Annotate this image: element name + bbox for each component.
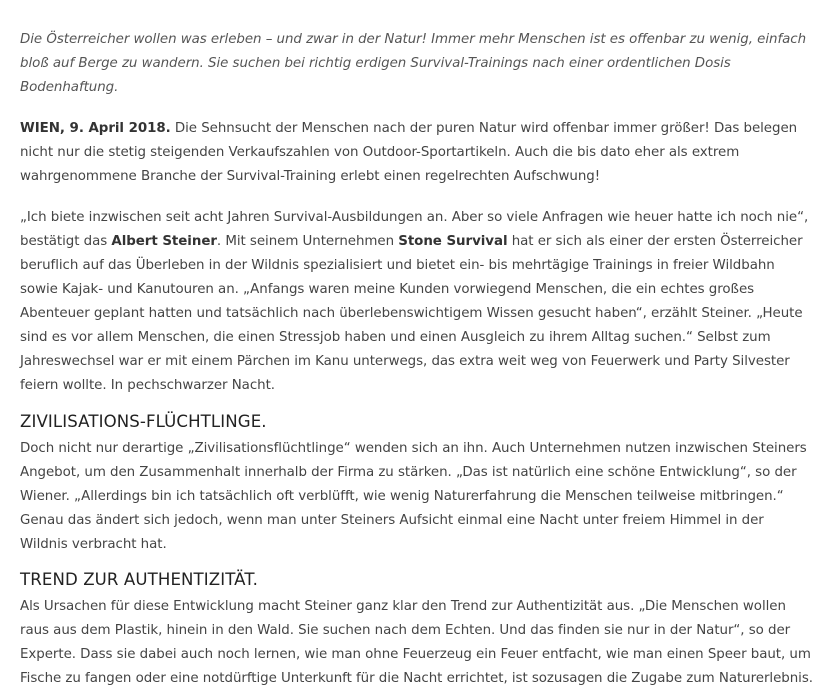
quote-text-part3: hat er sich als einer der ersten Österreicher beruflich auf das Überleben in der Wildnis spezialisiert und bietet ein- bis mehrtägige Trainings in freier Wildbahn sowie Kajak- und Kanutouren an. „Anfangs waren meine Kunden vorwiegend Menschen, die ein echtes großes Abenteuer geplant hatten und tatsächlich nach überlebenswichtigem Wissen gesucht haben“, erzählt Steiner. „Heute sind es vor allem Menschen, die einen Stressjob haben und einen Ausgleich zu ihrem Alltag suchen.“ Selbst zum Jahreswechsel war er mit einem Pärchen im Kanu unterwegs, das extra weit weg von Feuerwerk und Party Silvester feiern wollte. In pechschwarzer Nacht. (20, 234, 803, 393)
person-name: Albert Steiner (111, 234, 217, 249)
article-paragraph-trend: Als Ursachen für diese Entwicklung macht Steiner ganz klar den Trend zur Authentizität aus. „Die Menschen wollen raus aus dem Plastik, hinein in den Wald. Sie suchen nach dem Echten. Und das finden sie nur in der Natur“, so der Experte. Dass sie dabei auch noch lernen, wie man ohne Feuerzeug ein Feuer entfacht, wie man einen Speer baut, um Fische zu fangen oder eine notdürftige Unterkunft für die Nacht errichtet, ist sozusagen die Zugabe zum Naturerlebnis. (20, 599, 813, 686)
article-paragraph-intro (20, 117, 814, 189)
article-intro-text: Die Sehnsucht der Menschen nach der puren Natur wird offenbar immer größer! Das belegen nicht nur die stetig steigenden Verkaufszahlen von Outdoor-Sportartikeln. Auch die bis dato eher als extrem wahrgenommene Branche der Survival-Training erlebt einen regelrechten Aufschwung! (20, 121, 798, 184)
quote-text-part2: . Mit seinem Unternehmen (216, 234, 399, 249)
section-heading-trend: TREND ZUR AUTHENTIZITÄT. (20, 570, 258, 589)
section-heading-zivilisation: ZIVILISATIONS-FLÜCHTLINGE. (20, 412, 267, 431)
article-lead: Die Österreicher wollen was erleben – und zwar in der Natur! Immer mehr Menschen ist es offenbar zu wenig, einfach bloß auf Berge zu wandern. Sie suchen bei richtig erdigen Survival-Trainings nach einer ordentlichen Dosis Bodenhaftung. (20, 32, 807, 95)
company-name: Stone Survival (398, 234, 508, 249)
quote-text-part1: „Ich biete inzwischen seit acht Jahren Survival-Ausbildungen an. Aber so viele Anfragen wie heuer hatte ich noch nie“, bestätigt das (20, 210, 809, 249)
article-paragraph-quote (20, 206, 814, 398)
article-paragraph-zivilisation: Doch nicht nur derartige „Zivilisationsflüchtlinge“ wenden sich an ihn. Auch Unternehmen nutzen inzwischen Steiners Angebot, um den Zusammenhalt innerhalb der Firma zu stärken. „Das ist natürlich eine schöne Entwicklung“, so der Wiener. „Allerdings bin ich tatsächlich oft verblüfft, wie wenig Naturerfahrung die Menschen teilweise mitbringen.“ Genau das ändert sich jedoch, wenn man unter Steiners Aufsicht einmal eine Nacht unter freiem Himmel in der Wildnis verbracht hat. (20, 441, 807, 552)
article-dateline: WIEN, 9. April 2018. (20, 121, 171, 136)
